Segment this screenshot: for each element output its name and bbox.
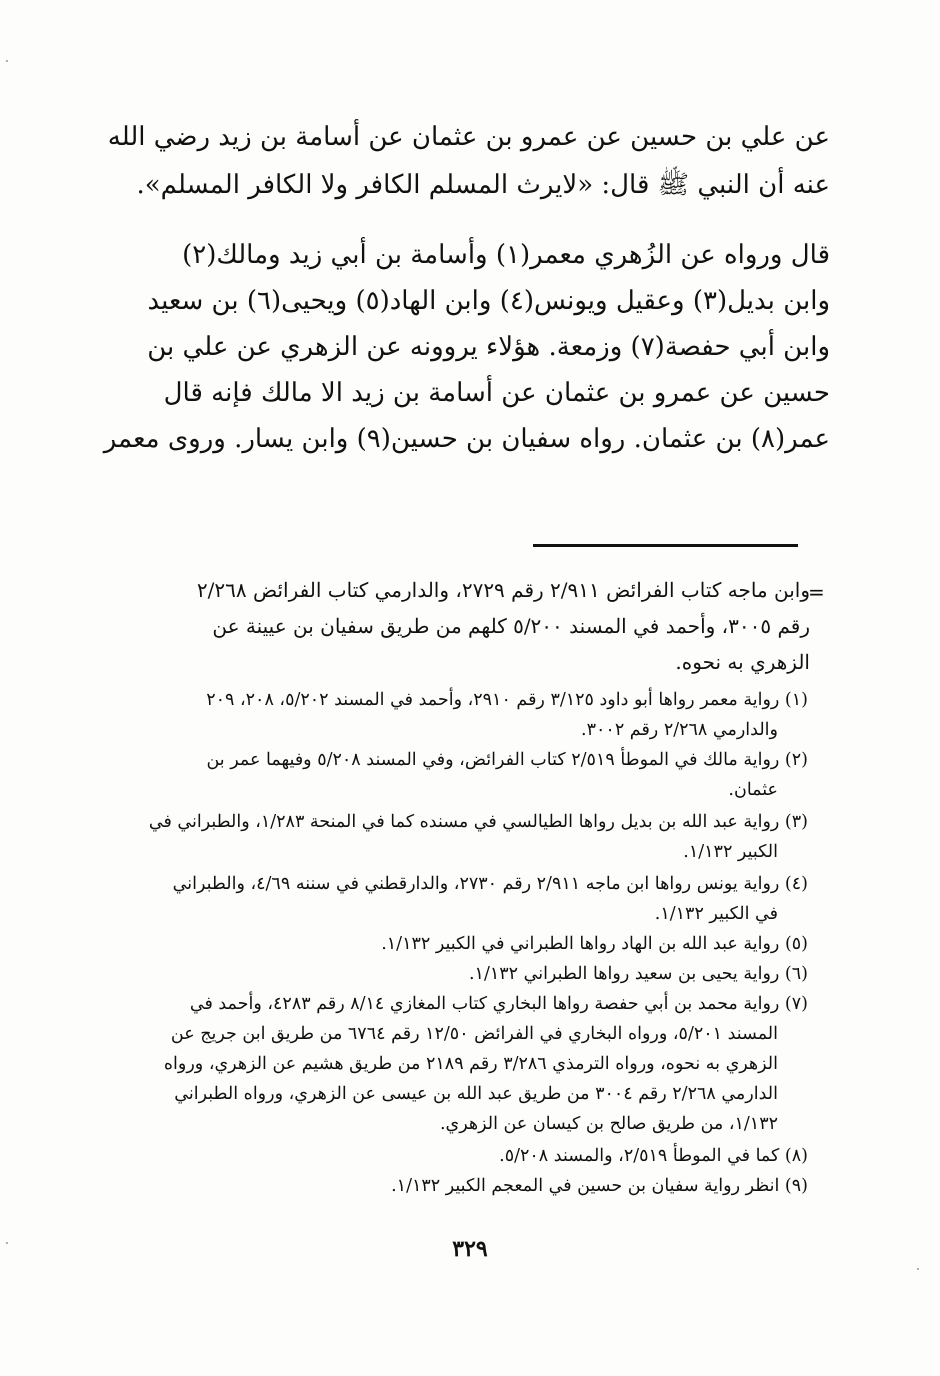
- scan-speck: [6, 1242, 8, 1244]
- footnote-continuation-line: رقم ٣٠٠٥، وأحمد في المسند ٥/٢٠٠ كلهم من طريق سفيان بن عيينة عن: [212, 614, 810, 638]
- footnote-line: الزهري به نحوه، ورواه الترمذي ٣/٢٨٦ رقم ٢١٨٩ من طريق هشيم عن الزهري، ورواه: [163, 1054, 778, 1074]
- footnote-line: (٨) كما في الموطأ ٢/٥١٩، والمسند ٥/٢٠٨.: [499, 1146, 808, 1166]
- footnote-line: في الكبير ١/١٣٢.: [654, 904, 778, 924]
- main-text-line: حسين عن عمرو بن عثمان عن أسامة بن زيد الا مالك فإنه قال: [163, 378, 830, 408]
- main-text-line: وابن أبي حفصة(٧) وزمعة. هؤلاء يروونه عن الزهري عن علي بن: [147, 332, 830, 362]
- footnote-line: (٢) رواية مالك في الموطأ ٢/٥١٩ كتاب الفرائض، وفي المسند ٥/٢٠٨ وفيهما عمر بن: [206, 750, 808, 770]
- footnote-line: والدارمي ٢/٢٦٨ رقم ٣٠٠٢.: [581, 720, 778, 740]
- footnote-line: (٤) رواية يونس رواها ابن ماجه ٢/٩١١ رقم ٢٧٣٠، والدارقطني في سننه ٤/٦٩، والطبراني: [172, 874, 808, 894]
- footnote-line: (١) رواية معمر رواها أبو داود ٣/١٢٥ رقم ٢٩١٠، وأحمد في المسند ٥/٢٠٢، ٢٠٨، ٢٠٩: [206, 690, 808, 710]
- footnote-line: عثمان.: [728, 780, 778, 800]
- footnote-line: (٩) انظر رواية سفيان بن حسين في المعجم الكبير ١/١٣٢.: [391, 1176, 808, 1196]
- continuation-marker: =: [808, 580, 825, 604]
- main-text-line: عن علي بن حسين عن عمرو بن عثمان عن أسامة بن زيد رضي الله: [107, 122, 830, 152]
- footnote-line: (٧) رواية محمد بن أبي حفصة رواها البخاري كتاب المغازي ٨/١٤ رقم ٤٢٨٣، وأحمد في: [189, 994, 808, 1014]
- footnote-line: (٦) رواية يحيى بن سعيد رواها الطبراني ١/١٣٢.: [468, 964, 808, 984]
- footnote-line: ١/١٣٢، من طريق صالح بن كيسان عن الزهري.: [439, 1114, 778, 1134]
- scan-speck: [6, 60, 8, 62]
- scan-speck: [917, 1268, 919, 1270]
- main-text-line: عنه أن النبي ﷺ قال: «لايرث المسلم الكافر ولا الكافر المسلم».: [136, 170, 830, 200]
- footnote-line: الكبير ١/١٣٢.: [683, 842, 778, 862]
- page-number: ٣٢٩: [452, 1236, 488, 1262]
- footnote-line: (٥) رواية عبد الله بن الهاد رواها الطبراني في الكبير ١/١٣٢.: [381, 934, 808, 954]
- footnote-continuation-line: وابن ماجه كتاب الفرائض ٢/٩١١ رقم ٢٧٢٩، والدارمي كتاب الفرائض ٢/٢٦٨: [196, 578, 810, 602]
- footnote-line: (٣) رواية عبد الله بن بديل رواها الطيالسي في مسنده كما في المنحة ١/٢٨٣، والطبراني في: [148, 812, 808, 832]
- footnote-separator: [533, 544, 798, 547]
- footnote-continuation-line: الزهري به نحوه.: [675, 650, 810, 674]
- main-text-line: عمر(٨) بن عثمان. رواه سفيان بن حسين(٩) وابن يسار. وروى معمر: [103, 424, 830, 454]
- main-text-line: قال ورواه عن الزُهري معمر(١) وأسامة بن أبي زيد ومالك(٢): [182, 240, 830, 270]
- footnote-line: المسند ٥/٢٠١، ورواه البخاري في الفرائض ١٢/٥٠ رقم ٦٧٦٤ من طريق ابن جريج عن: [170, 1024, 778, 1044]
- main-text-line: وابن بديل(٣) وعقيل ويونس(٤) وابن الهاد(٥) ويحيى(٦) بن سعيد: [147, 286, 830, 316]
- footnote-line: الدارمي ٢/٢٦٨ رقم ٣٠٠٤ من طريق عبد الله بن عيسى عن الزهري، ورواه الطبراني: [174, 1084, 778, 1104]
